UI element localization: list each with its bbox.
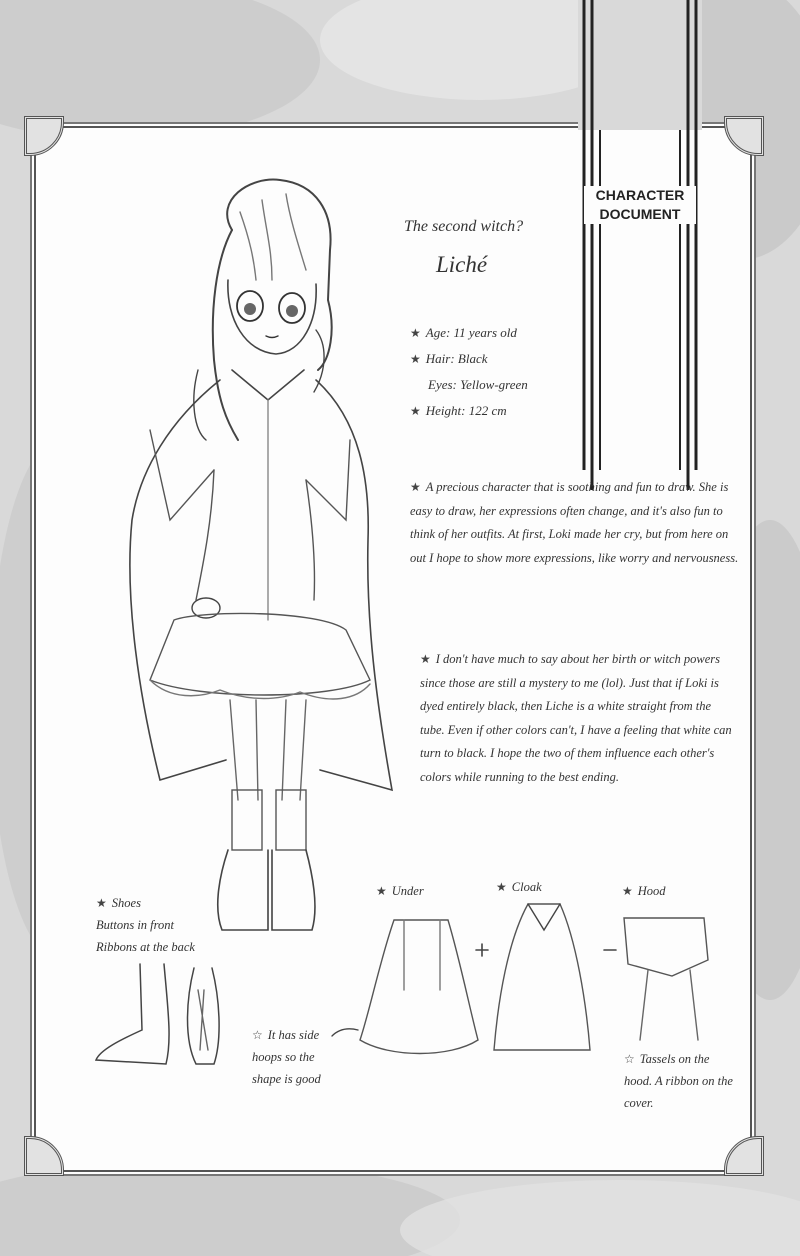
stat-eyes: [410, 372, 528, 398]
note-first-text: A precious character that is soothing and fun to draw. She is easy to draw, her expressions often change, and it's also fun to think of her outfits. At first, Loki made her cry, but from here on out I hope to show more expressions, like worry and nervousness.: [410, 480, 739, 565]
label-shoes: [96, 892, 195, 958]
label-hood: [622, 880, 666, 902]
star-icon: ★: [410, 404, 421, 418]
star-icon: ★: [622, 884, 633, 898]
label-shoes-line1: Buttons in front: [96, 918, 175, 932]
stat-height-text: Height: 122 cm: [425, 403, 507, 418]
star-icon: ★: [376, 884, 387, 898]
star-icon: ★: [96, 896, 107, 910]
character-name: Liché: [436, 252, 488, 277]
label-hood-text: Hood: [637, 884, 666, 898]
star-icon: ☆: [624, 1052, 635, 1066]
document-label-text: CHARACTER DOCUMENT: [595, 187, 685, 222]
note-second-text: I don't have much to say about her birth or witch powers since those are still a mystery to me (lol). Just that if Loki is dyed entirely black, then Liche is a white straight from the tube. Even if other colors can't, I have a feeling that white can turn to black. I hope the two of them influence each other's colors while running to the best ending.: [420, 652, 732, 784]
label-under: [376, 880, 424, 902]
star-icon: ★: [496, 880, 507, 894]
stat-age-text: Age: 11 years old: [425, 325, 517, 340]
label-shoes-title: Shoes: [111, 896, 141, 910]
note-second: [420, 648, 736, 789]
star-icon: ★: [410, 352, 421, 366]
label-cloak: [496, 876, 542, 898]
star-icon: ★: [420, 652, 431, 666]
character-subtitle: The second witch?: [404, 218, 524, 235]
star-icon: ★: [410, 480, 421, 494]
label-tassels: [624, 1048, 734, 1114]
star-icon: ★: [410, 326, 421, 340]
label-under-text: Under: [391, 884, 424, 898]
stat-hair: [410, 346, 528, 372]
stat-hair-text: Hair: Black: [425, 351, 488, 366]
label-shoes-line2: Ribbons at the back: [96, 940, 195, 954]
stat-height: [410, 398, 528, 424]
note-first: [410, 476, 740, 570]
label-hoops-text: It has side hoops so the shape is good: [252, 1028, 321, 1086]
stat-eyes-text: Eyes: Yellow-green: [428, 377, 528, 392]
star-icon: ☆: [252, 1028, 263, 1042]
profile-stats: [410, 320, 528, 424]
label-cloak-text: Cloak: [511, 880, 542, 894]
label-hoops: [252, 1024, 342, 1090]
stat-age: [410, 320, 528, 346]
label-tassels-text: Tassels on the hood. A ribbon on the cover.: [624, 1052, 733, 1110]
